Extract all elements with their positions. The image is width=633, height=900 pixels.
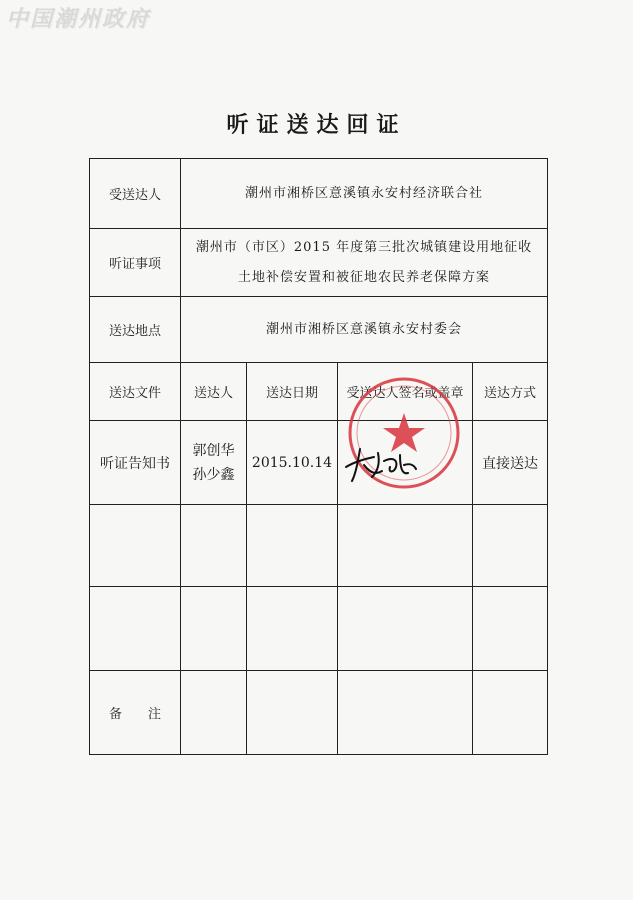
header-signature: 受送达人签名或盖章 — [338, 363, 473, 421]
header-method: 送达方式 — [473, 363, 548, 421]
entry-row — [90, 421, 548, 505]
entry-document: 听证告知书 — [90, 421, 181, 505]
matter-line-2: 土地补偿安置和被征地农民养老保障方案 — [238, 269, 491, 285]
header-server: 送达人 — [181, 363, 247, 421]
header-document: 送达文件 — [90, 363, 181, 421]
header-date: 送达日期 — [247, 363, 338, 421]
recipient-value: 潮州市湘桥区意溪镇永安村经济联合社 — [181, 159, 548, 229]
recipient-label: 受送达人 — [90, 159, 181, 229]
entry-server — [181, 421, 247, 505]
page-title: 听证送达回证 — [226, 112, 407, 138]
matter-value — [181, 229, 548, 297]
header-row — [90, 363, 548, 421]
watermark-logo: 中国潮州政府 — [6, 7, 151, 32]
remarks-row — [90, 671, 548, 755]
blank-row-1 — [90, 505, 548, 587]
entry-method: 直接送达 — [473, 421, 548, 505]
matter-line-1: 潮州市（市区）2015 年度第三批次城镇建设用地征收 — [195, 239, 533, 255]
receipt-form-table — [89, 158, 548, 755]
entry-server-1: 郭创华 — [192, 442, 235, 459]
matter-label: 听证事项 — [90, 229, 181, 297]
entry-server-2: 孙少鑫 — [192, 466, 235, 483]
location-row — [90, 297, 548, 363]
location-value: 潮州市湘桥区意溪镇永安村委会 — [181, 297, 548, 363]
blank-row-2 — [90, 587, 548, 671]
remarks-label: 备 注 — [90, 671, 181, 755]
entry-signature-cell — [338, 421, 473, 505]
recipient-row — [90, 159, 548, 229]
location-label: 送达地点 — [90, 297, 181, 363]
matter-row — [90, 229, 548, 297]
handwritten-signature — [342, 443, 420, 485]
entry-date: 2015.10.14 — [247, 421, 338, 505]
